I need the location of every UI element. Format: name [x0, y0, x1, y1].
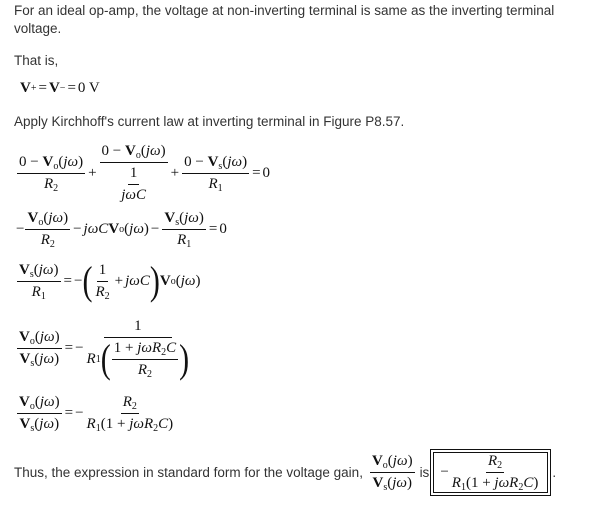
intro-paragraph: For an ideal op-amp, the voltage at non-inverting terminal is same as the inverting terminal voltage. [14, 3, 555, 36]
end-period: . [552, 465, 557, 480]
boxed-answer: − $\frac{R_2}{R_1(1 + j\omega R_2C)}$ [433, 452, 548, 493]
equation-step-2: − $\frac{V_o(j\omega)}{R_2}$ − jωC V o ( jω ) − $\frac{V_s(j\omega)}{R_1}$ = 0 [16, 210, 227, 250]
is-word: is [419, 465, 430, 480]
equation-step-3: $\frac{V_s(j\omega)}{R_1}$ = − ( $\frac{1}{R_2}$ + jωC ) V o ( jω ) [19, 258, 201, 304]
conclusion-text: Thus, the expression in standard form for the voltage gain, [14, 465, 363, 480]
gain-fraction: $\frac{V_o(j\omega)}{V_s(j\omega)}$ [371, 453, 413, 493]
that-is-text: That is, [14, 53, 59, 68]
equation-kcl: $\frac{0 - V_o(j\omega)}{R_2}$ + $\frac{0 - V_o(j\omega)}{\frac{1}{\text{jωC}}}$ + $\frac{0 - V_s(j\omega)}{R_1}$ = 0 [19, 143, 271, 203]
kcl-text: Apply Kirchhoff's current law at inverting terminal in Figure P8.57. [14, 114, 405, 129]
equation-step-5: $\frac{V_o(j\omega)}{V_s(j\omega)}$ = − $\frac{R_2}{R_1(1 + j\omega R_2C)}$ [19, 394, 174, 434]
equation-step-4: $\frac{V_o(j\omega)}{V_s(j\omega)}$ = − 1 R 1 ( $\frac{1 + j\omega R_2C}{R_2}$ ) [19, 318, 190, 382]
conclusion-line [14, 452, 556, 493]
equation-virtual-ground: V + = V − = 0 V [20, 80, 100, 96]
